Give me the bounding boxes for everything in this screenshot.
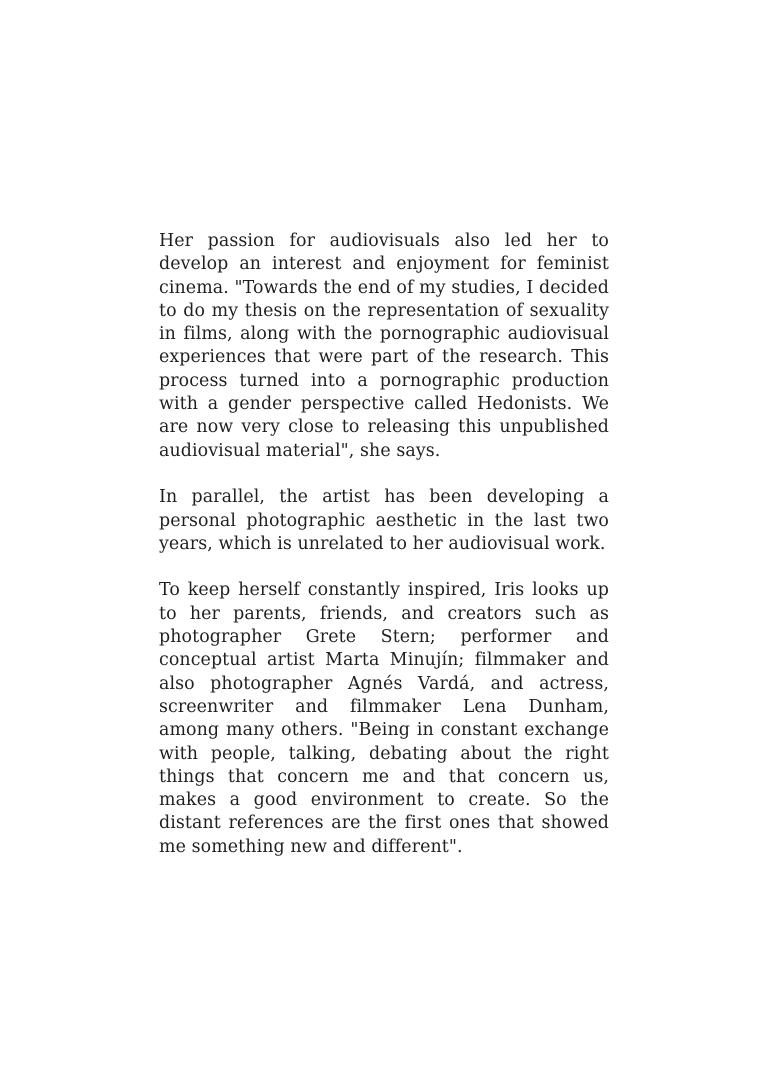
article-body: [159, 230, 609, 859]
paragraph-photographic-aesthetic: In parallel, the artist has been developing a personal photographic aesthetic in the last two years, which is unrelated to her audiovisual work.: [159, 487, 609, 554]
paragraph-inspirations: To keep herself constantly inspired, Iris looks up to her parents, friends, and creators such as photographer Grete Stern; performer and conceptual artist Marta Minujín; filmmaker and also photographer Agnés Vardá, and actress, screenwriter and filmmaker Lena Dunham, among many others. "Being in constant exchange with people, talking, debating about the right things that concern me and that concern us, makes a good environment to create. So the distant references are the first ones that showed me something new and different".: [159, 580, 609, 857]
paragraph-feminist-cinema: Her passion for audiovisuals also led her to develop an interest and enjoyment for feminist cinema. "Towards the end of my studies, I decided to do my thesis on the representation of sexuality in films, along with the pornographic audiovisual experiences that were part of the research. This process turned into a pornographic production with a gender perspective called Hedonists. We are now very close to releasing this unpublished audiovisual material", she says.: [159, 231, 609, 461]
